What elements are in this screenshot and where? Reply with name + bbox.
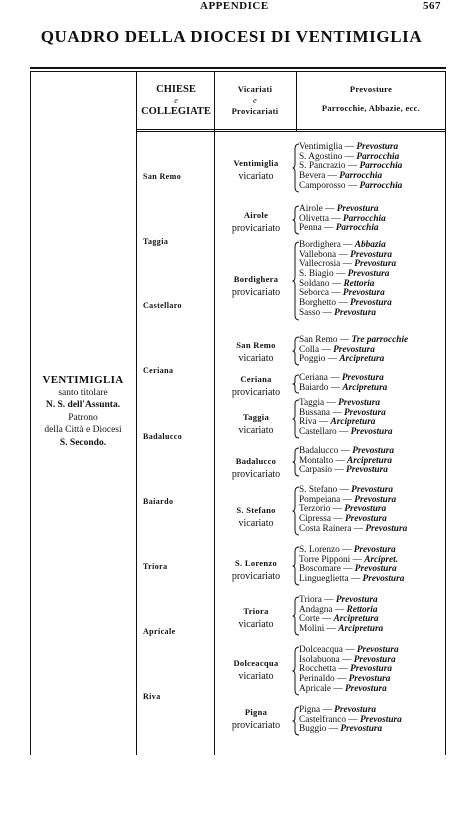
parish-place: Castelfranco <box>299 714 346 725</box>
prevosture-group <box>299 143 402 191</box>
vicariato-kind: provicariato <box>231 720 281 731</box>
header-vicariati-line3: Provicariati <box>231 106 279 116</box>
parish-place: Ventimiglia <box>299 142 343 152</box>
diocese-line6: S. Secondo. <box>59 437 107 448</box>
diocese-line3: N. S. dell'Assunta. <box>45 400 121 410</box>
parish-place: Vallecrosia <box>299 259 341 270</box>
diocese-name: VENTIMIGLIA <box>42 374 124 386</box>
chiesa-entry: San Remo <box>143 172 182 181</box>
prevosture-group <box>299 205 386 234</box>
vicariato-label <box>216 339 296 365</box>
parish-place: Badalucco <box>299 446 339 456</box>
header-chiese-line3: COLLEGIATE <box>141 106 211 117</box>
prevosture-group <box>299 646 399 694</box>
vicariato-name: S. Lorenzo <box>234 558 278 568</box>
vicariato-kind: vicariato <box>238 518 274 529</box>
parish-title: Prevostura <box>356 645 399 655</box>
parish-place: Soldano <box>299 278 330 289</box>
parish-place: Terzorio <box>299 504 331 515</box>
parish-place: S. Pancrazio <box>299 161 346 172</box>
parish-row: Boscomare — Prevostura <box>299 564 397 575</box>
parish-place: Airole <box>299 204 323 214</box>
parish-title: Prevostura <box>333 344 375 355</box>
right-border <box>445 71 446 755</box>
parish-row: Castellaro — Prevostura <box>299 427 393 438</box>
chiesa-entry: Taggia <box>143 237 169 246</box>
parish-place: Boscomare <box>299 564 341 575</box>
parish-row: Vallecrosia — Prevostura <box>299 259 397 270</box>
parish-row: Airole — Prevostura <box>299 204 379 214</box>
parish-title: Parrocchia <box>339 171 383 182</box>
parish-title: Prevostura <box>350 664 392 675</box>
parish-title: Arcipretura <box>338 624 384 635</box>
parish-place: Olivetta <box>299 213 329 224</box>
parish-title: Arcipretura <box>333 614 379 625</box>
parish-row: Colla — Prevostura <box>299 344 375 355</box>
parish-place: Pompeiana <box>299 494 341 505</box>
parish-row: Bevera — Parrocchia <box>299 171 383 182</box>
parish-title: Parrocchia <box>335 223 379 234</box>
parish-row: Terzorio — Prevostura <box>299 504 387 515</box>
parish-place: Isolabuona <box>299 654 340 665</box>
page-title: QUADRO DELLA DIOCESI DI VENTIMIGLIA <box>40 27 423 46</box>
chiesa-entry: Badalucco <box>143 432 183 441</box>
parish-title: Prevostura <box>347 269 390 280</box>
chiesa-entry: Apricale <box>143 627 176 636</box>
parish-place: San Remo <box>299 335 338 345</box>
parish-place: Castellaro <box>299 427 337 438</box>
chiesa-entry: Triora <box>143 562 168 571</box>
column-divider-1 <box>136 71 137 755</box>
parish-place: Bevera <box>299 171 326 182</box>
chiesa-entry: Ceriana <box>143 366 174 375</box>
parish-title: Prevostura <box>353 654 396 665</box>
parish-row: Bussana — Prevostura <box>299 407 386 418</box>
parish-row: Apricale — Prevostura <box>299 683 387 694</box>
parish-title: Arcipretura <box>342 382 388 393</box>
parish-place: S. Agostino <box>299 151 343 162</box>
vicariato-kind: vicariato <box>238 671 274 682</box>
header-rule <box>136 129 446 130</box>
parish-row: Bordighera — Abbazia <box>299 240 386 250</box>
page-number: 567 <box>423 0 441 12</box>
chiesa-entry: Castellaro <box>143 301 182 310</box>
parish-row: Sasso — Prevostura <box>299 307 376 318</box>
vicariato-label <box>216 605 296 631</box>
vicariato-label <box>216 557 296 583</box>
parish-row: Soldano — Rettoria <box>299 278 375 289</box>
parish-row: S. Stefano — Prevostura <box>299 485 394 495</box>
parish-row: Baiardo — Arcipretura <box>299 382 388 393</box>
parish-title: Parrocchia <box>359 161 403 172</box>
parish-row: Andagna — Rettoria <box>299 604 378 615</box>
header-chiese <box>140 83 212 118</box>
vicariato-name: San Remo <box>236 340 276 350</box>
parish-row: Montalto — Arcipretura <box>299 455 392 466</box>
parish-place: Bordighera <box>299 240 341 250</box>
vicariato-name: Airole <box>243 210 269 220</box>
parish-title: Prevostura <box>335 595 378 605</box>
parish-place: S. Stefano <box>299 485 338 495</box>
parish-row: Seborca — Prevostura <box>299 288 385 299</box>
vicariato-label <box>216 706 296 732</box>
parish-place: S. Lorenzo <box>299 545 340 555</box>
running-head-title: APPENDICE <box>200 0 269 12</box>
header-prevosture <box>298 84 444 114</box>
parish-row: Badalucco — Prevostura <box>299 446 395 456</box>
parish-title: Prevostura <box>353 545 396 555</box>
parish-place: Apricale <box>299 683 332 694</box>
parish-title: Prevostura <box>338 398 380 408</box>
parish-place: Andagna <box>299 604 333 615</box>
parish-row: Rocchetta — Prevostura <box>299 664 392 675</box>
vicariato-label <box>216 411 296 437</box>
diocese-info <box>30 374 136 449</box>
parish-place: Dolceacqua <box>299 645 343 655</box>
parish-place: Bussana <box>299 407 330 418</box>
parish-title: Prevostura <box>336 204 379 214</box>
prevosture-group <box>299 546 404 585</box>
header-vicariati <box>216 84 294 117</box>
header-chiese-line2: e <box>174 96 178 105</box>
parish-title: Prevostura <box>340 724 383 735</box>
chiesa-entry: Riva <box>143 692 161 701</box>
parish-title: Rettoria <box>346 604 378 615</box>
prevosture-group <box>299 486 407 534</box>
parish-place: Riva <box>299 417 317 428</box>
parish-row: Perinaldo — Prevostura <box>299 674 391 685</box>
parish-title: Abbazia <box>354 240 386 250</box>
vicariato-kind: provicariato <box>231 287 281 298</box>
brace-icon <box>292 596 300 636</box>
vicariato-name: S. Stefano <box>236 505 276 515</box>
parish-title: Arcipretura <box>339 354 385 365</box>
prevosture-group <box>299 374 387 393</box>
parish-place: Borghetto <box>299 298 337 309</box>
parish-row: Pompeiana — Prevostura <box>299 494 397 505</box>
parish-row: Triora — Prevostura <box>299 595 378 605</box>
vicariato-name: Ceriana <box>240 374 272 384</box>
vicariato-kind: vicariato <box>238 353 274 364</box>
parish-place: Colla <box>299 344 320 355</box>
prevosture-group <box>299 336 408 365</box>
diocese-line2: santo titolare <box>58 387 108 398</box>
parish-place: Taggia <box>299 398 325 408</box>
parish-row: Riva — Arcipretura <box>299 417 376 428</box>
top-rule <box>30 67 446 69</box>
diocese-line5: della Città e Diocesi <box>44 425 122 435</box>
parish-place: Rocchetta <box>299 664 337 675</box>
parish-row: Lingueglietta — Prevostura <box>299 574 405 585</box>
prevosture-group <box>299 399 393 438</box>
parish-title: Tre parrocchie <box>351 335 409 345</box>
parish-title: Prevostura <box>346 465 388 476</box>
vicariato-label <box>216 209 296 235</box>
parish-place: Ceriana <box>299 373 328 383</box>
parish-title: Prevostura <box>344 683 387 694</box>
brace-icon <box>292 399 300 439</box>
header-prevosture-line2: Parrocchie, Abbazie, ecc. <box>321 103 421 113</box>
parish-place: Molini <box>299 624 325 635</box>
diocese-line4: Patrono <box>68 412 98 423</box>
vicariato-label <box>216 504 296 530</box>
vicariato-kind: provicariato <box>231 469 281 480</box>
header-chiese-line1: CHIESE <box>156 84 196 95</box>
parish-row: Dolceacqua — Prevostura <box>299 645 399 655</box>
parish-place: S. Biagio <box>299 269 334 280</box>
parish-title: Prevostura <box>354 564 397 575</box>
parish-title: Prevostura <box>365 523 408 534</box>
parish-place: Costa Rainera <box>299 523 352 534</box>
vicariato-label <box>216 157 296 183</box>
parish-place: Buggio <box>299 724 327 735</box>
parish-row: Buggio — Prevostura <box>299 724 383 735</box>
parish-title: Prevostura <box>354 259 397 270</box>
parish-place: Triora <box>299 595 322 605</box>
parish-title: Arcipretura <box>347 455 392 466</box>
brace-icon <box>292 706 300 736</box>
parish-title: Prevostura <box>348 674 391 685</box>
parish-title: Parrocchia <box>359 180 403 191</box>
parish-row: Cipressa — Prevostura <box>299 514 387 525</box>
vicariato-name: Dolceacqua <box>233 658 279 668</box>
parish-row: Carpasio — Prevostura <box>299 465 388 476</box>
header-rule-thin <box>136 131 446 132</box>
chiesa-entry: Baiardo <box>143 497 174 506</box>
brace-icon <box>292 143 300 193</box>
parish-row: Ceriana — Prevostura <box>299 373 384 383</box>
parish-row: Borghetto — Prevostura <box>299 298 392 309</box>
parish-row: Camporosso — Parrocchia <box>299 180 403 191</box>
parish-row: S. Pancrazio — Parrocchia <box>299 161 403 172</box>
parish-row: Penna — Parrocchia <box>299 223 379 234</box>
parish-place: Perinaldo <box>299 674 335 685</box>
parish-place: Camporosso <box>299 180 346 191</box>
vicariato-kind: vicariato <box>238 619 274 630</box>
parish-place: Vallebona <box>299 249 337 260</box>
header-vicariati-line2: e <box>252 95 258 105</box>
vicariato-kind: provicariato <box>231 223 281 234</box>
parish-title: Prevostura <box>349 298 392 309</box>
parish-title: Prevostura <box>334 307 376 318</box>
parish-row: Molini — Arcipretura <box>299 624 384 635</box>
parish-title: Prevostura <box>341 373 384 383</box>
parish-place: Pigna <box>299 705 321 715</box>
parish-title: Parrocchia <box>342 213 386 224</box>
parish-row: Taggia — Prevostura <box>299 398 380 408</box>
vicariato-name: Triora <box>243 606 269 616</box>
parish-title: Prevostura <box>362 574 405 585</box>
top-rule-thin <box>30 71 446 72</box>
parish-place: Lingueglietta <box>299 574 349 585</box>
parish-place: Cipressa <box>299 514 332 525</box>
parish-row: Corte — Arcipretura <box>299 614 379 625</box>
brace-icon <box>292 546 300 586</box>
brace-icon <box>292 241 300 321</box>
parish-row: Pigna — Prevostura <box>299 705 376 715</box>
brace-icon <box>292 374 300 394</box>
parish-place: Sasso <box>299 307 321 318</box>
parish-title: Prevostura <box>343 407 386 418</box>
parish-place: Carpasio <box>299 465 333 476</box>
parish-row: San Remo — Tre parrocchie <box>299 335 409 345</box>
parish-title: Parrocchia <box>356 151 400 162</box>
parish-title: Prevostura <box>342 288 385 299</box>
brace-icon <box>292 486 300 536</box>
parish-row: Castelfranco — Prevostura <box>299 714 402 725</box>
parish-title: Prevostura <box>350 249 392 260</box>
vicariato-name: Ventimiglia <box>233 158 279 168</box>
parish-row: S. Biagio — Prevostura <box>299 269 390 280</box>
parish-title: Arcipretura <box>330 417 376 428</box>
parish-title: Prevostura <box>350 427 393 438</box>
vicariato-name: Pigna <box>244 707 268 717</box>
prevosture-group <box>299 447 394 476</box>
vicariato-label <box>216 373 296 399</box>
parish-place: Montalto <box>299 455 334 466</box>
vicariato-label <box>216 455 296 481</box>
parish-row: S. Agostino — Parrocchia <box>299 151 400 162</box>
brace-icon <box>292 646 300 696</box>
vicariato-kind: provicariato <box>231 571 281 582</box>
parish-place: Torre Pipponi <box>299 554 351 565</box>
parish-row: Olivetta — Parrocchia <box>299 213 386 224</box>
parish-title: Prevostura <box>334 705 376 715</box>
parish-place: Poggio <box>299 354 326 365</box>
brace-icon <box>292 447 300 477</box>
parish-row: S. Lorenzo — Prevostura <box>299 545 396 555</box>
vicariato-kind: vicariato <box>238 171 274 182</box>
parish-place: Corte <box>299 614 320 625</box>
parish-title: Arcipret. <box>364 554 399 565</box>
parish-place: Baiardo <box>299 382 329 393</box>
prevosture-group <box>299 706 402 735</box>
vicariato-label <box>216 273 296 299</box>
parish-place: Penna <box>299 223 322 234</box>
column-divider-3 <box>296 71 297 132</box>
parish-row: Poggio — Arcipretura <box>299 354 385 365</box>
prevosture-group <box>299 596 383 635</box>
column-divider-2 <box>214 71 215 755</box>
vicariato-kind: vicariato <box>238 425 274 436</box>
parish-title: Prevostura <box>354 494 397 505</box>
parish-row: Ventimiglia — Prevostura <box>299 142 399 152</box>
brace-icon <box>292 205 300 235</box>
vicariato-kind: provicariato <box>231 387 281 398</box>
parish-row: Isolabuona — Prevostura <box>299 654 396 665</box>
parish-title: Prevostura <box>356 142 399 152</box>
parish-title: Prevostura <box>351 485 394 495</box>
parish-row: Costa Rainera — Prevostura <box>299 523 408 534</box>
prevosture-group <box>299 241 396 319</box>
vicariato-name: Bordighera <box>233 274 279 284</box>
vicariato-label <box>216 657 296 683</box>
parish-row: Vallebona — Prevostura <box>299 249 392 260</box>
parish-title: Rettoria <box>343 278 375 289</box>
header-prevosture-line1: Prevosture <box>349 84 393 94</box>
vicariato-name: Taggia <box>242 412 270 422</box>
parish-row: Torre Pipponi — Arcipret. <box>299 554 399 565</box>
parish-place: Seborca <box>299 288 329 299</box>
parish-title: Prevostura <box>344 514 387 525</box>
parish-title: Prevostura <box>359 714 402 725</box>
vicariato-name: Badalucco <box>235 456 277 466</box>
parish-title: Prevostura <box>344 504 387 515</box>
brace-icon <box>292 336 300 366</box>
header-vicariati-line1: Vicariati <box>237 84 273 94</box>
parish-title: Prevostura <box>352 446 395 456</box>
